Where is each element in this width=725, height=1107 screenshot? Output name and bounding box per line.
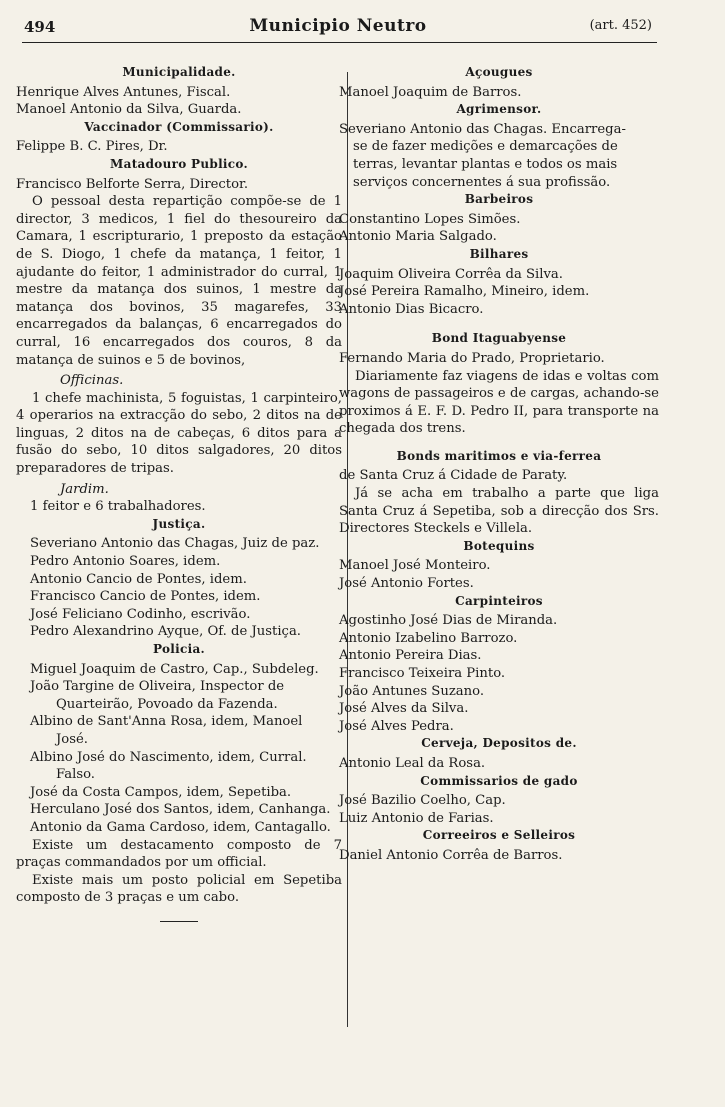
paragraph-bonds-maritimos: Já se acha em trabalho a parte que liga Santa Cruz á Sepetiba, sob a direcção dos Srs. Directores Steckels e Villela. — [339, 486, 659, 537]
entry-line: Albino de Sant'Anna Rosa, idem, Manoel — [30, 714, 303, 730]
section-matadouro — [16, 156, 342, 516]
entry-line: Pedro Alexandrino Ayque, Of. de Justiça. — [30, 624, 301, 640]
entry-line: Quarteirão, Povoado da Fazenda. — [56, 696, 278, 712]
entry-line: Antonio Leal da Rosa. — [339, 755, 486, 771]
paragraph-posto-policial: Existe mais um posto policial em Sepetiba composto de 3 praças e um cabo. — [16, 872, 342, 906]
entry-line: João Targine de Oliveira, Inspector de — [30, 679, 285, 695]
section-heading: Justiça. — [152, 516, 206, 531]
section-botequins — [339, 538, 659, 593]
entry-line: de Santa Cruz á Cidade de Paraty. — [339, 468, 568, 484]
section-correeiros — [339, 827, 659, 864]
section-heading: Açougues — [465, 65, 533, 79]
section-heading: Agrimensor. — [456, 102, 542, 117]
section-bond-itaguabyense — [339, 330, 659, 438]
right-column — [339, 64, 659, 865]
entry-line: Agostinho José Dias de Miranda. — [339, 613, 558, 629]
entry-line: Antonio Cancio de Pontes, idem. — [30, 571, 247, 587]
entry-line: Manoel José Monteiro. — [339, 558, 491, 574]
entry-line: Manoel Joaquim de Barros. — [339, 84, 522, 100]
section-heading: Commissarios de gado — [420, 773, 578, 788]
entry-line: Herculano José dos Santos, idem, Canhanga. — [30, 802, 331, 818]
entry-line: Albino José do Nascimento, idem, Curral. — [30, 749, 307, 765]
section-vaccinador — [16, 119, 342, 156]
page-header — [24, 16, 652, 38]
entry-line: terras, levantar plantas e todos os mais — [353, 156, 618, 172]
section-policia — [16, 641, 342, 922]
section-heading: Vaccinador (Commissario). — [84, 119, 274, 134]
section-agrimensor — [339, 101, 659, 191]
entry-line: José Feliciano Codinho, escrivão. — [30, 606, 251, 622]
entry-line: João Antunes Suzano. — [339, 683, 485, 699]
entry-line: José Alves Pedra. — [339, 718, 454, 734]
section-heading: Matadouro Publico. — [110, 156, 248, 171]
section-heading: Botequins — [463, 538, 535, 553]
paragraph-bond: Diariamente faz viagens de idas e voltas com wagons de passageiros e de cargas, achando-se proximos á E. F. D. Pedro II, para transporte na chegada dos trens. — [339, 368, 659, 437]
entry-line: José Alves da Silva. — [339, 701, 469, 717]
section-bonds-maritimos — [339, 448, 659, 538]
entry-line: Antonio da Gama Cardoso, idem, Cantagallo. — [30, 819, 331, 835]
entry-line: José. — [56, 731, 88, 747]
section-barbeiros — [339, 191, 659, 246]
entry-line: José Antonio Fortes. — [339, 576, 474, 592]
entry-line: Antonio Maria Salgado. — [339, 229, 497, 245]
paragraph-officinas: 1 chefe machinista, 5 foguistas, 1 carpinteiro, 4 operarios na extracção do sebo, 2 ditos na de linguas, 2 ditos na de cabeças, 6 ditos para a fusão do sebo, 10 ditos salgadores, 20 ditos preparadores de tripas. — [16, 390, 342, 477]
section-bilhares — [339, 246, 659, 318]
entry-line: Severiano Antonio das Chagas. Encarrega- — [339, 121, 626, 137]
header-rule — [22, 42, 657, 43]
section-commissarios — [339, 773, 659, 828]
entry-line: Severiano Antonio das Chagas, Juiz de paz. — [30, 536, 320, 552]
section-heading: Municipalidade. — [122, 65, 236, 79]
entry-line: Falso. — [56, 767, 96, 783]
entry-line: Fernando Maria do Prado, Proprietario. — [339, 350, 605, 366]
paragraph-pessoal: O pessoal desta repartição compõe-se de 1 director, 3 medicos, 1 fiel do thesoureiro da Camara, 1 escripturario, 1 preposto da estação de S. Diogo, 1 chefe da matança, 1 feitor, 1 ajudante do feitor, 1 administrador do curral, 1 mestre da matança dos suinos, 1 mestre da matança dos bovinos, 35 magarefes, 33 encarregados da balanças, 6 encarregados do curral, 16 encarregados dos couros, 8 da matança de suinos e 5 de bovinos, — [16, 194, 342, 368]
paragraph-destacamento: Existe um destacamento composto de 7 praças commandados por um official. — [16, 837, 342, 871]
entry-line: Francisco Teixeira Pinto. — [339, 666, 506, 681]
section-cerveja — [339, 735, 659, 772]
subheading-officinas: Officinas. — [60, 373, 124, 389]
entry-line: Pedro Antonio Soares, idem. — [30, 554, 221, 570]
entry-line: Luiz Antonio de Farias. — [339, 810, 494, 826]
entry-line: José Pereira Ramalho, Mineiro, idem. — [339, 284, 590, 300]
entry-line: se de fazer medições e demarcações de — [353, 139, 618, 155]
entry-line: Felippe B. C. Pires, Dr. — [16, 139, 168, 155]
entry-line: 1 feitor e 6 trabalhadores. — [30, 499, 206, 515]
section-justica — [16, 516, 342, 641]
section-heading: Bond Itaguabyense — [431, 331, 567, 346]
entry-line: Antonio Dias Bicacro. — [339, 301, 484, 317]
entry-line: serviços concernentes á sua profissão. — [353, 174, 611, 190]
entry-line: Daniel Antonio Corrêa de Barros. — [339, 847, 563, 863]
section-heading: Cerveja, Depositos de. — [421, 736, 577, 751]
section-acougues — [339, 64, 659, 101]
entry-line: Miguel Joaquim de Castro, Cap., Subdeleg. — [30, 661, 319, 677]
subheading-jardim: Jardim. — [60, 481, 109, 497]
entry-line: José da Costa Campos, idem, Sepetiba. — [30, 784, 292, 800]
page-number: 494 — [24, 18, 56, 36]
section-heading: Bonds maritimos e via-ferrea — [396, 448, 602, 463]
page-title: Municipio Neutro — [249, 16, 427, 36]
section-heading: Policia. — [152, 642, 206, 656]
section-heading: Correeiros e Selleiros — [422, 828, 576, 843]
article-reference: (art. 452) — [589, 18, 652, 33]
entry-line: José Bazilio Coelho, Cap. — [339, 793, 506, 809]
entry-line: Henrique Alves Antunes, Fiscal. — [16, 84, 231, 100]
entry-line: Antonio Pereira Dias. — [339, 648, 482, 664]
section-heading: Carpinteiros — [455, 593, 543, 608]
left-column — [16, 64, 342, 922]
entry-line: Joaquim Oliveira Corrêa da Silva. — [339, 266, 563, 282]
entry-line: Manoel Antonio da Silva, Guarda. — [16, 102, 242, 118]
entry-line: Constantino Lopes Simões. — [339, 211, 521, 227]
entry-line: Antonio Izabelino Barrozo. — [339, 630, 518, 646]
section-end-rule — [160, 921, 198, 922]
section-heading: Bilhares — [469, 246, 529, 261]
section-municipalidade — [16, 64, 342, 119]
section-carpinteiros — [339, 593, 659, 736]
entry-line: Francisco Belforte Serra, Director. — [16, 176, 249, 192]
section-heading: Barbeiros — [464, 192, 534, 207]
entry-line: Francisco Cancio de Pontes, idem. — [30, 589, 261, 605]
